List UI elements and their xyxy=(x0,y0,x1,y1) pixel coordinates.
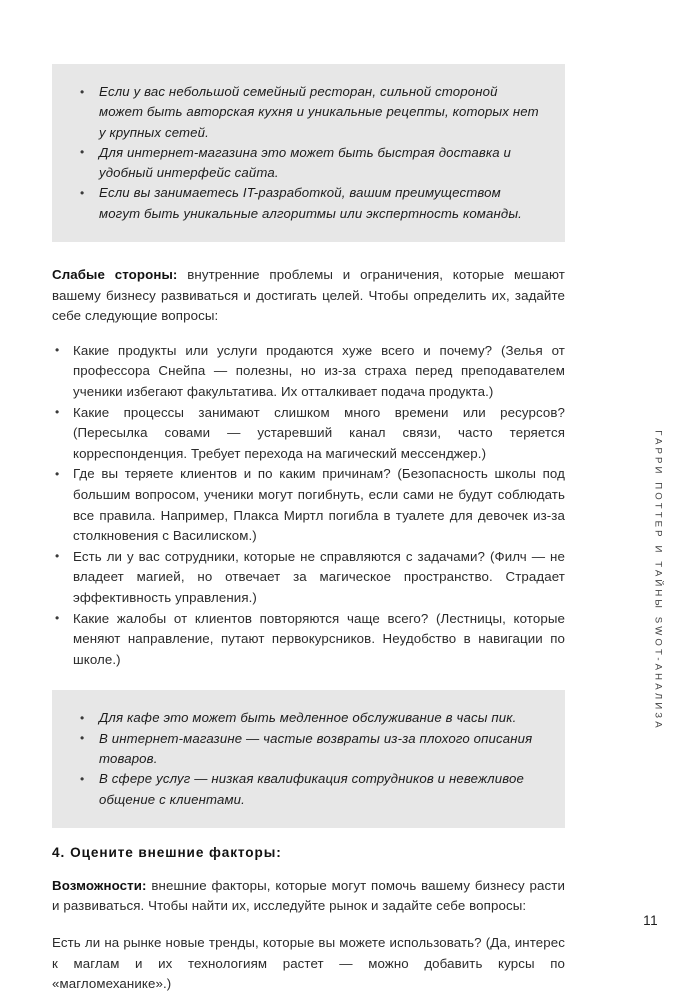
spacer xyxy=(52,327,565,341)
weaknesses-question-list xyxy=(52,341,565,671)
section-heading-external-factors xyxy=(52,845,565,860)
list-item: • Есть ли у вас сотрудники, которые не справляются с задачами? (Филч — не владеет магией, но отвечает за магическое пространство. Страдает эффективность управления.) xyxy=(52,547,565,609)
weaknesses-label: Слабые стороны: xyxy=(52,267,178,283)
list-item: • Где вы теряете клиентов и по каким причинам? (Безопасность школы под большим вопросом, ученики могут погибнуть, если сами не будут соблюдать все правила. Например, Плакса Миртл погибла в туалете для девочек из-за столкновения с Василиском.) xyxy=(52,464,565,546)
list-item: • Если у вас небольшой семейный ресторан, сильной стороной может быть авторская кухня и уникальные рецепты, которых нет у крупных сетей. xyxy=(72,82,545,143)
opportunities-question-paragraph: Есть ли на рынке новые тренды, которые вы можете использовать? (Да, интерес к маглам и их технологиям растет — можно добавить курсы по «магломеханике».) xyxy=(52,935,565,992)
opportunities-intro-text: внешние факторы, которые могут помочь вашему бизнесу расти и развиваться. Чтобы найти их, исследуйте рынок и задайте себе вопросы: xyxy=(52,877,565,914)
spacer xyxy=(52,860,565,876)
opportunities-label: Возможности: xyxy=(52,877,147,893)
page-content xyxy=(52,64,565,995)
weaknesses-intro-text: внутренние проблемы и ограничения, которые мешают вашему бизнесу развиваться и достигать целей. Чтобы определить их, задайте себе следующие вопросы: xyxy=(52,267,565,324)
spacer xyxy=(52,242,565,265)
page-number: 11 xyxy=(643,913,658,928)
list-item: • В интернет-магазине — частые возвраты из-за плохого описания товаров. xyxy=(72,729,545,770)
spacer xyxy=(52,670,565,690)
section-number: 4. xyxy=(52,844,66,860)
list-item: • Для кафе это может быть медленное обслуживание в часы пик. xyxy=(72,708,545,728)
opportunities-intro-paragraph xyxy=(52,876,565,917)
list-item: • Какие продукты или услуги продаются хуже всего и почему? (Зелья от профессора Снейпа — полезны, но из-за страха перед преподавателем ученики избегают факультатива. Их отталкивает подача продукта.) xyxy=(52,341,565,403)
list-item: • Для интернет-магазина это может быть быстрая доставка и удобный интерфейс сайта. xyxy=(72,143,545,184)
list-item: • Какие жалобы от клиентов повторяются чаще всего? (Лестницы, которые меняют направление, путают первокурсников. Неудобство в навигации по школе.) xyxy=(52,609,565,671)
running-head-text: ГАРРИ ПОТТЕР И ТАЙНЫ SWOT-АНАЛИЗА xyxy=(652,430,664,731)
callout-weaknesses-list xyxy=(72,708,545,809)
callout-weaknesses-examples xyxy=(52,690,565,827)
callout-strengths-examples xyxy=(52,64,565,242)
section-title: Оцените внешние факторы: xyxy=(70,844,282,860)
running-head xyxy=(648,430,668,905)
list-item: • Если вы занимаетесь IT-разработкой, вашим преимуществом могут быть уникальные алгоритмы или экспертность команды. xyxy=(72,183,545,224)
list-item: • В сфере услуг — низкая квалификация сотрудников и невежливое общение с клиентами. xyxy=(72,769,545,810)
spacer xyxy=(52,828,565,845)
callout-strengths-list xyxy=(72,82,545,224)
list-item: • Какие процессы занимают слишком много времени или ресурсов? (Пересылка совами — устаревший канал связи, часто теряется корреспонденция. Требует перехода на магический мессенджер.) xyxy=(52,403,565,465)
weaknesses-intro-paragraph xyxy=(52,265,565,327)
spacer xyxy=(52,917,565,933)
